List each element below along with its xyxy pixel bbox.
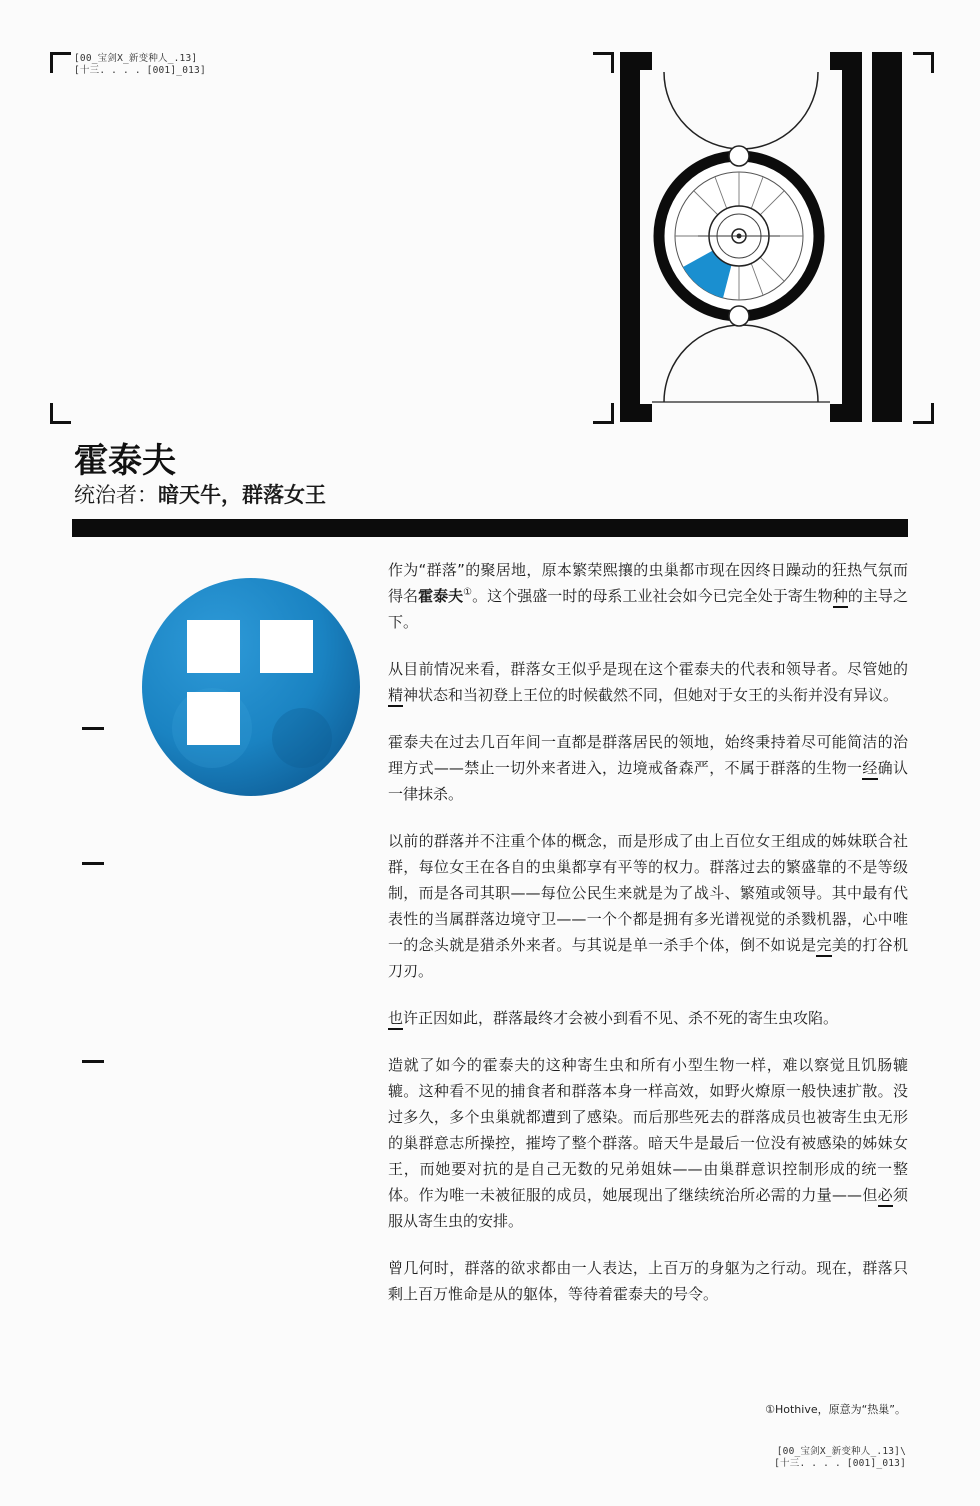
p6-text-a: 造就了如今的霍泰夫的这种寄生虫和所有小型生物一样，难以察觉且饥肠辘辘。这种看不见的捕食者和群落本身一样高效，如野火燎原一般快速扩散。没过多久，多个虫巢就都遭到了感染。而后那些死去的群落成员也被寄生虫无形的巢群意志所操控，摧垮了整个群落。暗天牛是最后一位没有被感染的姊妹女王，而她要对抗的是自己无数的兄弟姐妹——由巢群意识控制形成的统一整体。作为唯一未被征服的成员，她展现出了继续统治所必需的力量——但 — [388, 1056, 908, 1204]
emblem-bracket-bottom-left — [593, 403, 614, 424]
hothive-emblem-icon — [618, 52, 904, 422]
p6-underlined-char: 必 — [878, 1186, 893, 1207]
paragraph-5 — [388, 1005, 908, 1031]
header-code — [74, 53, 206, 77]
corner-bracket-bottom-right — [913, 403, 934, 424]
header-code-line2: [十三. . . . [001]_013] — [74, 65, 206, 76]
paragraph-3 — [388, 729, 908, 807]
footer-code — [774, 1446, 906, 1470]
footer-code-line1: [00_宝剑X_新变种人_.13]\ — [776, 1446, 906, 1457]
margin-dash — [82, 1060, 104, 1063]
hothive-term: 霍泰夫 — [418, 587, 464, 605]
title-rule — [72, 519, 908, 537]
footnote-mark[interactable]: ① — [463, 587, 473, 598]
p3-underlined-char: 经 — [862, 759, 877, 780]
ruler-label: 统治者： — [74, 483, 158, 507]
paragraph-7: 曾几何时，群落的欲求都由一人表达，上百万的身躯为之行动。现在，群落只剩上百万惟命是从的躯体，等待着霍泰夫的号令。 — [388, 1259, 908, 1303]
body-text — [388, 557, 908, 1307]
header-code-line1: [00_宝剑X_新变种人_.13] — [74, 53, 198, 64]
corner-bracket-top-left — [50, 52, 71, 73]
p1-underlined-char: 种 — [833, 587, 848, 608]
footnote: ①Hothive，原意为“热巢”。 — [765, 1403, 906, 1416]
emblem-bracket-top-left — [593, 52, 614, 73]
p2-underlined-char: 精 — [388, 686, 403, 707]
corner-bracket-top-right — [913, 52, 934, 73]
title-block — [74, 441, 326, 509]
paragraph-6 — [388, 1052, 908, 1234]
paragraph-1 — [388, 557, 908, 635]
p3-text-a: 霍泰夫在过去几百年间一直都是群落居民的领地，始终秉持着尽可能简洁的治理方式——禁止一切外来者进入，边境戒备森严，不属于群落的生物一 — [388, 733, 908, 777]
ruler-name: 暗天牛，群落女王 — [158, 483, 326, 507]
p4-text-a: 以前的群落并不注重个体的概念，而是形成了由上百位女王组成的姊妹联合社群，每位女王在各自的虫巢都享有平等的权力。群落过去的繁盛靠的不是等级制，而是各司其职——每位公民生来就是为了战斗、繁殖或领导。其中最有代表性的当属群落边境守卫——一个个都是拥有多光谱视觉的杀戮机器，心中唯一的念头就是猎杀外来者。与其说是单一杀手个体，倒不如说是 — [388, 832, 908, 954]
p1-text-b: 。这个强盛一时的母系工业社会如今已完全处于寄生物 — [472, 587, 833, 605]
footer-code-line2: [十三. . . . [001]_013] — [774, 1458, 906, 1469]
margin-dash — [82, 862, 104, 865]
p2-text-b: 神状态和当初登上王位的时候截然不同，但她对于女王的头衔并没有异议。 — [403, 686, 899, 704]
corner-bracket-bottom-left — [50, 403, 71, 424]
paragraph-2 — [388, 656, 908, 708]
p1-text-c: 的主导之下。 — [388, 587, 908, 631]
paragraph-4 — [388, 828, 908, 984]
p4-underlined-char: 完 — [816, 936, 831, 957]
margin-dash — [82, 727, 104, 730]
p5-underlined-char: 也 — [388, 1009, 403, 1030]
p1-text-a: 作为“群落”的聚居地，原本繁荣熙攘的虫巢都市现在因终日躁动的狂热气氛而得名 — [388, 561, 908, 605]
p6-text-b: 须服从寄生虫的安排。 — [388, 1186, 908, 1230]
faction-square-icon — [142, 578, 360, 796]
p3-text-b: 确认一律抹杀。 — [388, 759, 908, 803]
p4-text-b: 美的打谷机刀刃。 — [388, 936, 908, 980]
p5-text-b: 许正因如此，群落最终才会被小到看不见、杀不死的寄生虫攻陷。 — [403, 1009, 839, 1027]
subtitle — [74, 481, 326, 509]
p2-text-a: 从目前情况来看，群落女王似乎是现在这个霍泰夫的代表和领导者。尽管她的 — [388, 660, 908, 678]
page-title: 霍泰夫 — [74, 441, 176, 481]
